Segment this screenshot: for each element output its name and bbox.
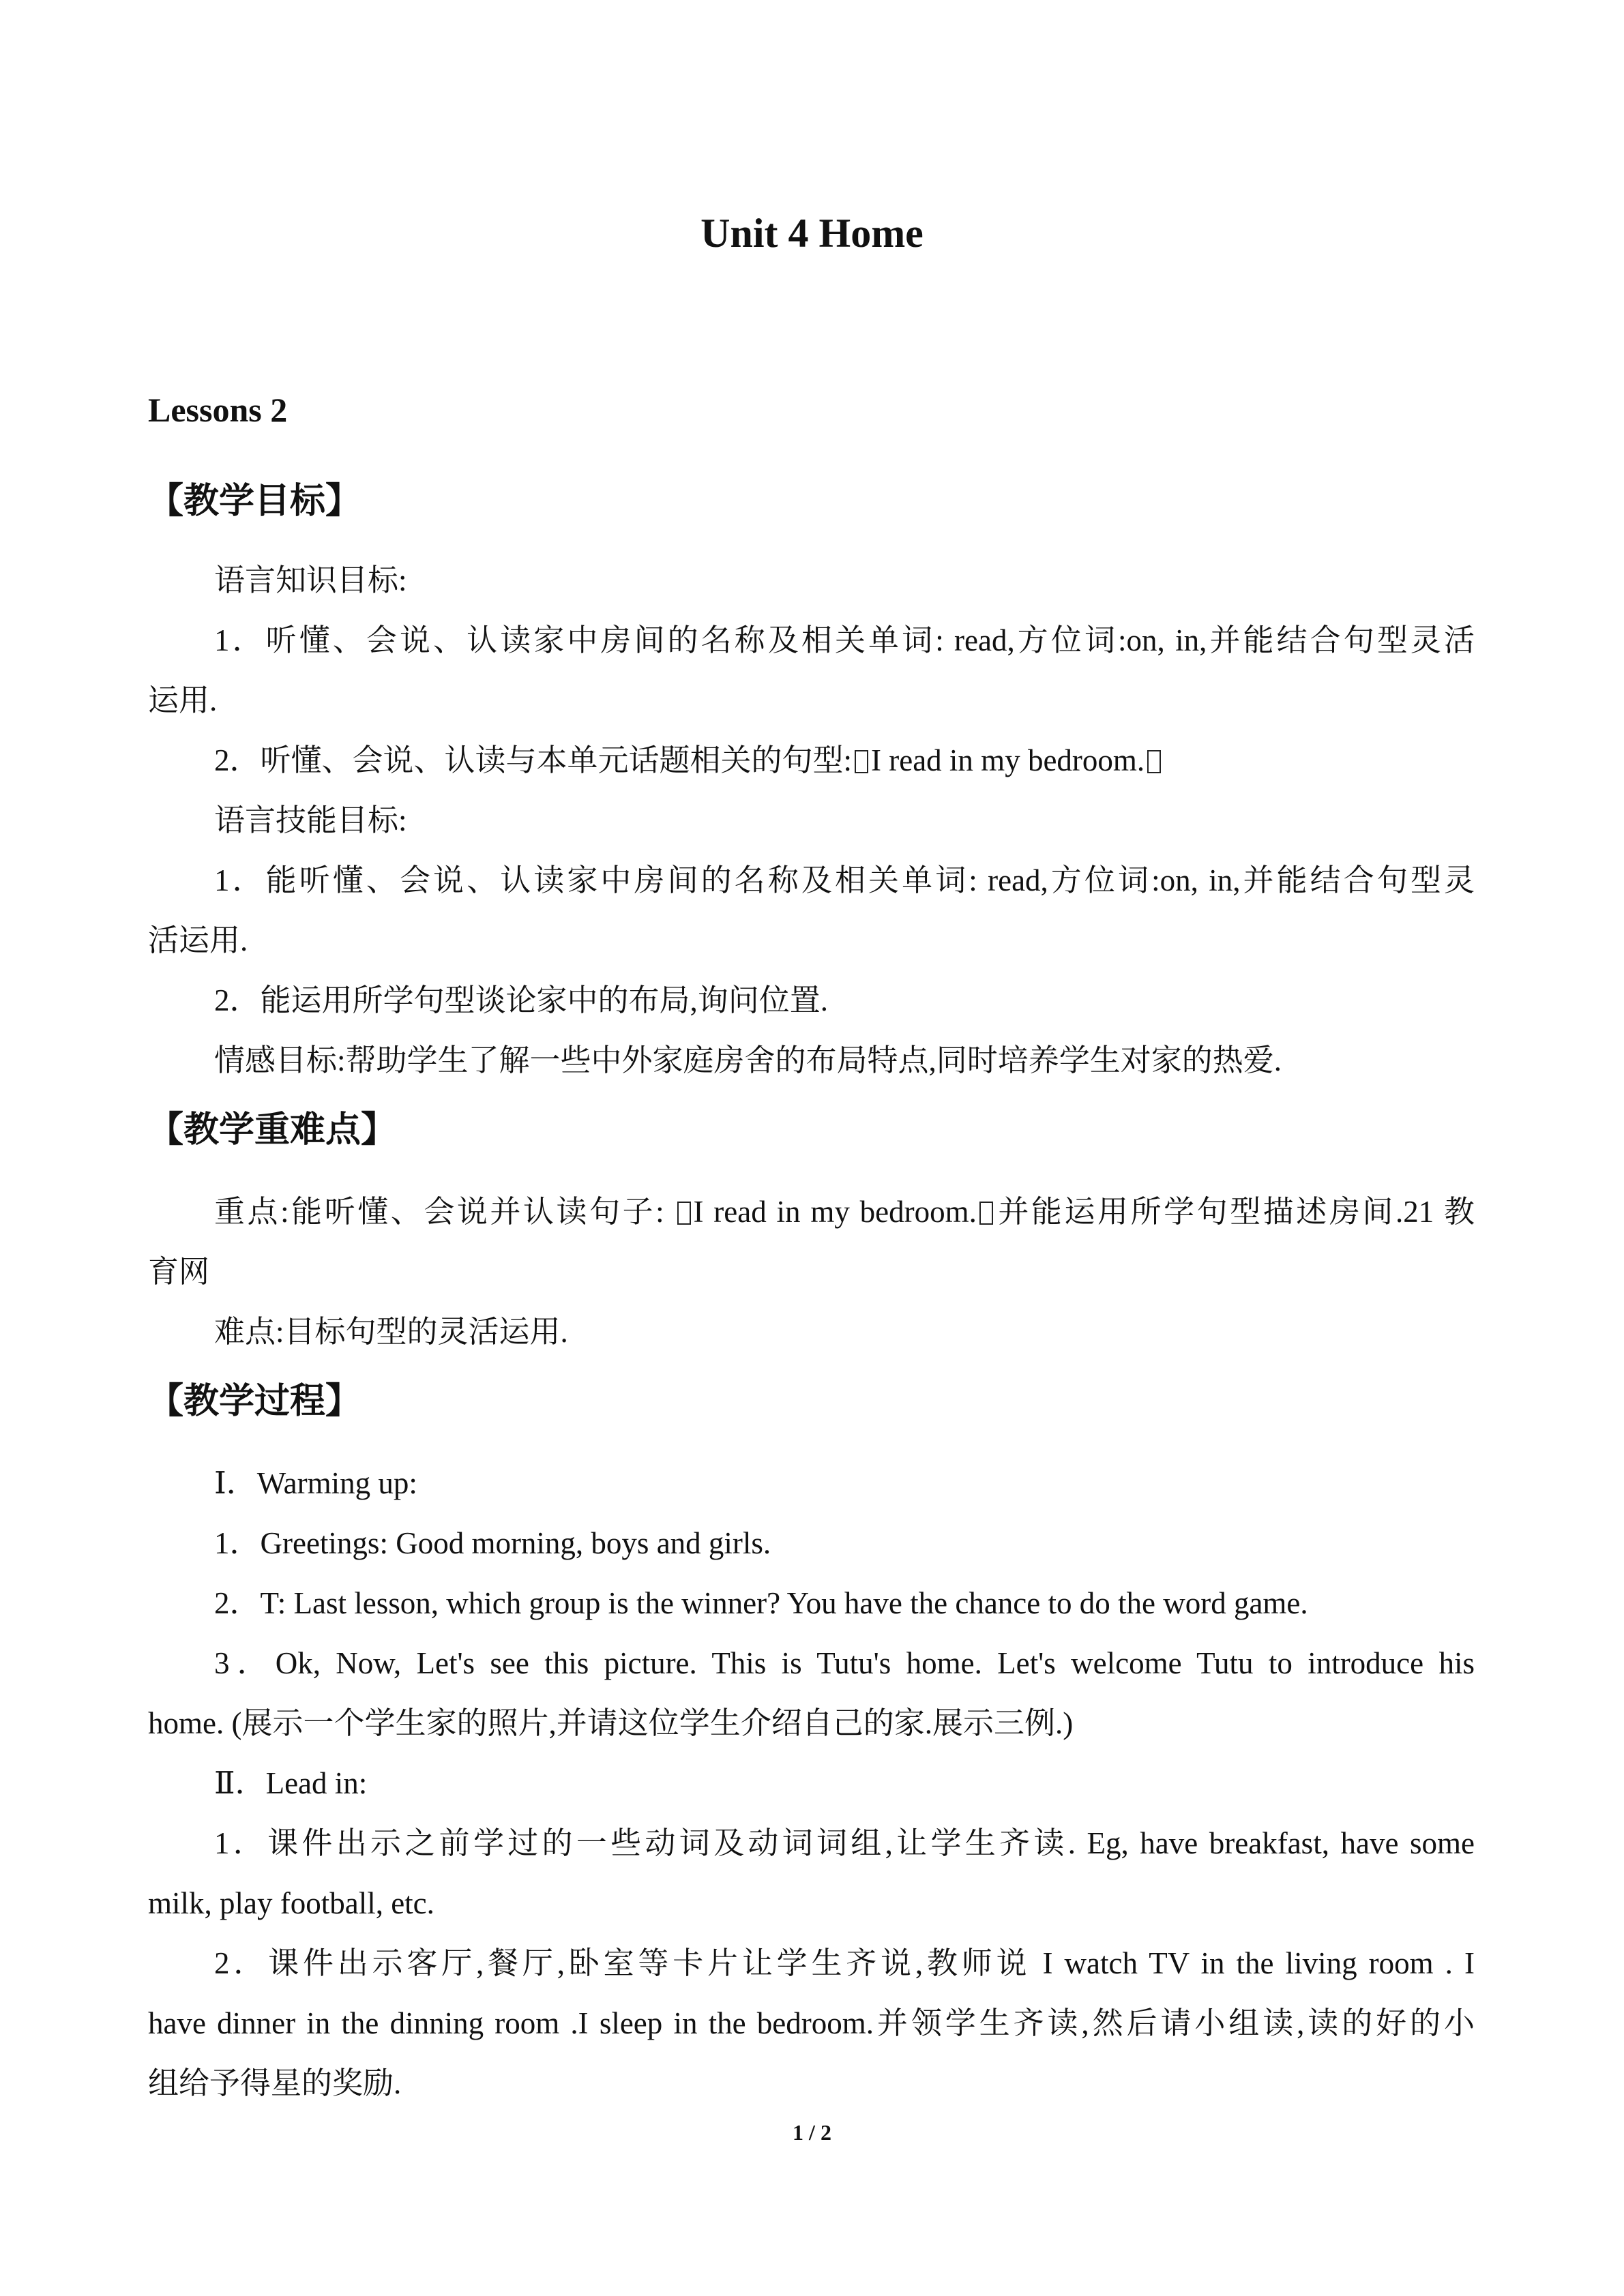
knowledge-goal-2 [148, 739, 1475, 781]
section-heading-process: 【教学过程】 [148, 1381, 361, 1422]
difficulty-point: 难点:目标句型的灵活运用. [214, 1315, 568, 1349]
section-heading-goals: 【教学目标】 [148, 481, 361, 522]
knowledge-goal-2-text: 2．听懂、会说、认读与本单元话题相关的句型: [214, 743, 853, 777]
skill-goals-heading: 语言技能目标: [214, 803, 407, 837]
lead-in-step-1-line-1: 1．课件出示之前学过的一些动词及动词词组,让学生齐读. Eg, have breakfast, have some [214, 1826, 1475, 1860]
knowledge-goals-heading: 语言知识目标: [214, 563, 407, 597]
missing-glyph-box [677, 1202, 691, 1225]
skill-goal-1-line-2: 活运用. [148, 923, 248, 957]
knowledge-goal-1-line-1: 1．听懂、会说、认读家中房间的名称及相关单词: read,方位词:on, in,并能结合句型灵活 [214, 623, 1475, 657]
lead-in-step-1-line-2: milk, play football, etc. [148, 1886, 434, 1920]
lead-in-step-2-line-3: 组给予得星的奖励. [148, 2066, 402, 2100]
missing-glyph-box [1147, 750, 1161, 773]
lead-in-heading: Ⅱ．Lead in: [214, 1766, 368, 1800]
missing-glyph-box [979, 1202, 993, 1225]
section-heading-key-points: 【教学重难点】 [148, 1109, 397, 1150]
knowledge-goal-1-line-2: 运用. [148, 683, 218, 717]
warming-up-step-2: 2．T: Last lesson, which group is the winner? You have the chance to do the word game. [214, 1586, 1308, 1620]
page-title: Unit 4 Home [700, 211, 924, 256]
warming-up-step-1: 1．Greetings: Good morning, boys and girls. [214, 1526, 771, 1560]
missing-glyph-box [855, 750, 868, 773]
key-point-line-1 [148, 1191, 1475, 1233]
warming-up-step-3-line-1: 3．Ok, Now, Let's see this picture. This is Tutu's home. Let's welcome Tutu to introduce his [214, 1646, 1475, 1680]
lead-in-step-2-line-1: 2．课件出示客厅,餐厅,卧室等卡片让学生齐说,教师说 I watch TV in the living room . I [214, 1946, 1475, 1980]
key-point-sentence: I read in my bedroom. [693, 1195, 977, 1229]
page-number: 1 / 2 [793, 2120, 831, 2145]
key-point-line-2: 育网 [148, 1255, 210, 1289]
skill-goal-2: 2．能运用所学句型谈论家中的布局,询问位置. [214, 983, 829, 1017]
emotion-goal: 情感目标:帮助学生了解一些中外家庭房舍的布局特点,同时培养学生对家的热爱. [214, 1043, 1282, 1077]
warming-up-heading: Ⅰ．Warming up: [214, 1466, 417, 1500]
key-point-suffix: 并能运用所学句型描述房间.21 教 [995, 1195, 1475, 1229]
skill-goal-1-line-1: 1．能听懂、会说、认读家中房间的名称及相关单词: read,方位词:on, in,并能结合句型灵 [214, 863, 1475, 897]
knowledge-goal-2-sentence: I read in my bedroom. [871, 743, 1145, 777]
warming-up-step-3-line-2: home. (展示一个学生家的照片,并请这位学生介绍自己的家.展示三例.) [148, 1706, 1074, 1740]
key-point-prefix: 重点:能听懂、会说并认读句子: [214, 1195, 664, 1229]
lead-in-step-2-line-2: have dinner in the dinning room .I sleep in the bedroom.并领学生齐读,然后请小组读,读的好的小 [148, 2006, 1475, 2040]
lesson-heading: Lessons 2 [148, 391, 288, 429]
